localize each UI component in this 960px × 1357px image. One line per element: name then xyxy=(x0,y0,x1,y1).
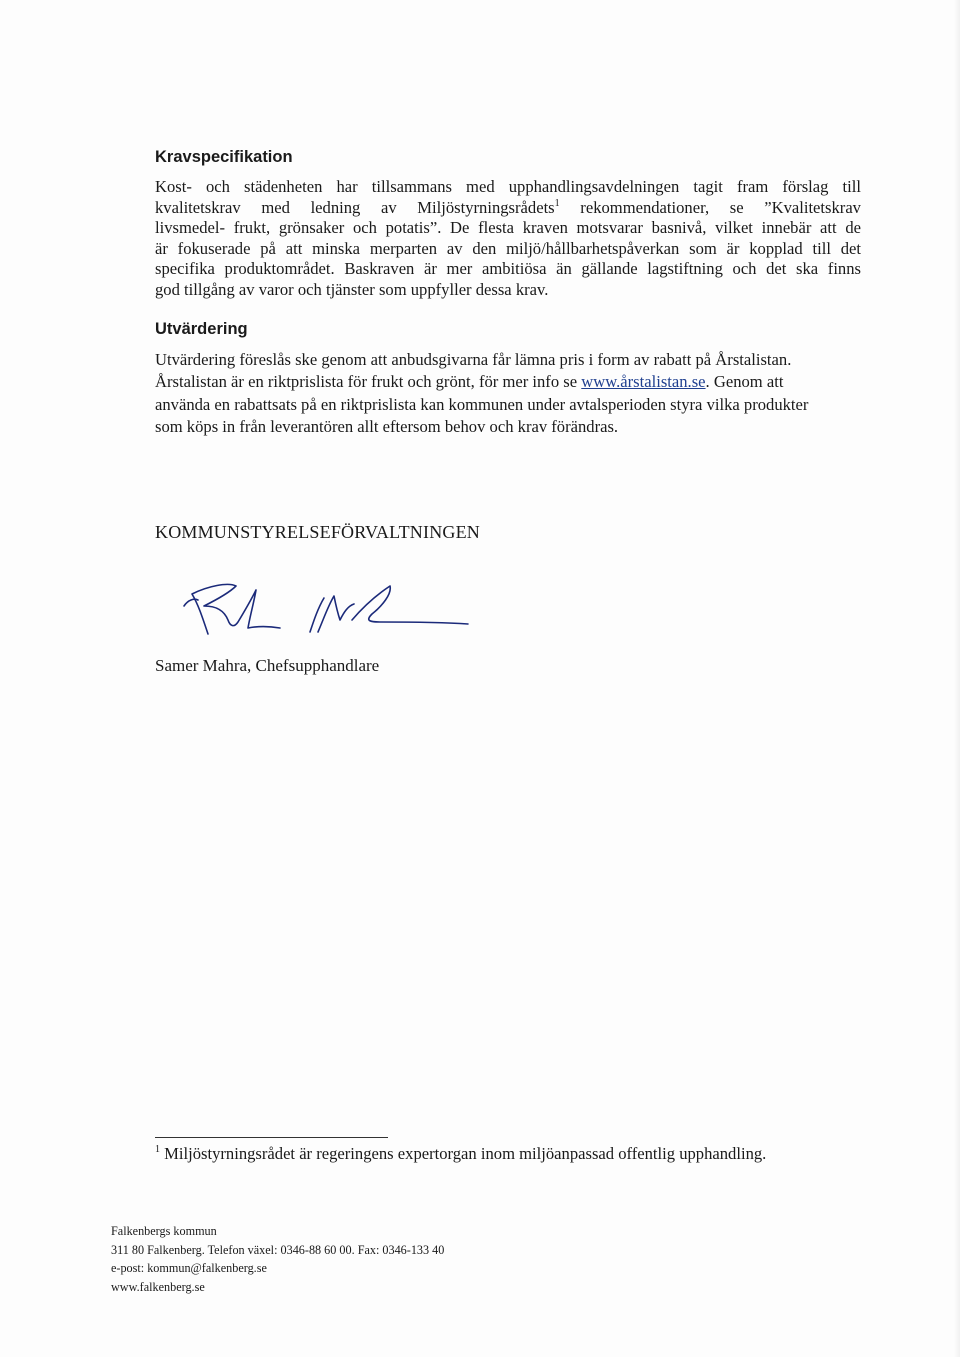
footer-website: www.falkenberg.se xyxy=(111,1279,205,1294)
footer-email: e-post: kommun@falkenberg.se xyxy=(111,1261,267,1276)
section-heading-kravspecifikation: Kravspecifikation xyxy=(155,148,293,166)
paragraph-line: är fokuserade på att minska merparten av den miljö/hållbarhetspåverkan som är kopplad till det xyxy=(155,238,861,258)
paragraph-line: Kost- och städenheten har tillsammans med upphandlingsavdelningen tagit fram förslag till xyxy=(155,177,861,196)
footnote-separator xyxy=(155,1137,388,1138)
footer-address: 311 80 Falkenberg. Telefon växel: 0346-88 60 00. Fax: 0346-133 40 xyxy=(111,1242,445,1257)
arstalistan-link[interactable]: www.årstalistan.se xyxy=(581,372,706,392)
paragraph-utvardering xyxy=(155,349,861,439)
paragraph-line: som köps in från leverantören allt eftersom behov och krav förändras. xyxy=(155,417,619,437)
paragraph-line: Utvärdering föreslås ske genom att anbudsgivarna får lämna pris i form av rabatt på Årstalistan. xyxy=(155,350,792,369)
paragraph-line: livsmedel- frukt, grönsaker och potatis”. De flesta kraven motsvarar basnivå, vilket innebär att de xyxy=(155,218,861,238)
footnote-number: 1 xyxy=(155,1144,160,1155)
paragraph-line-part: kvalitetskrav med ledning av Miljöstyrningsrådets xyxy=(155,197,555,217)
page-footer xyxy=(111,1222,444,1296)
paragraph-line: god tillgång av varor och tjänster som uppfyller dessa krav. xyxy=(155,279,549,299)
paragraph-kravspecifikation xyxy=(155,177,861,301)
paragraph-line-part: . Genom att xyxy=(705,372,784,392)
section-heading-utvardering: Utvärdering xyxy=(155,320,248,338)
paragraph-line: använda en rabattsats på en riktprislista kan kommunen under avtalsperioden styra vilka produkter xyxy=(155,394,809,414)
signer-name: Samer Mahra, Chefsupphandlare xyxy=(155,656,380,675)
footer-organization: Falkenbergs kommun xyxy=(111,1224,217,1238)
footnote-reference: 1 xyxy=(554,197,560,209)
handwritten-signature xyxy=(168,576,473,644)
paragraph-line xyxy=(155,198,861,219)
paragraph-line-part: rekommendationer, se ”Kvalitetskrav xyxy=(580,197,861,217)
paragraph-line-part: Årstalistan är en riktprislista för frukt och grönt, för mer info se xyxy=(155,372,582,392)
footnote-text: Miljöstyrningsrådet är regeringens expertorgan inom miljöanpassad offentlig upphandling. xyxy=(160,1144,767,1163)
footnote xyxy=(155,1144,766,1164)
paragraph-line xyxy=(155,371,861,393)
paragraph-line: specifika produktområdet. Baskraven är mer ambitiösa än gällande lagstiftning och det ska finns xyxy=(155,259,861,279)
organization-name: KOMMUNSTYRELSEFÖRVALTNINGEN xyxy=(155,522,480,542)
page-edge xyxy=(954,0,960,1357)
